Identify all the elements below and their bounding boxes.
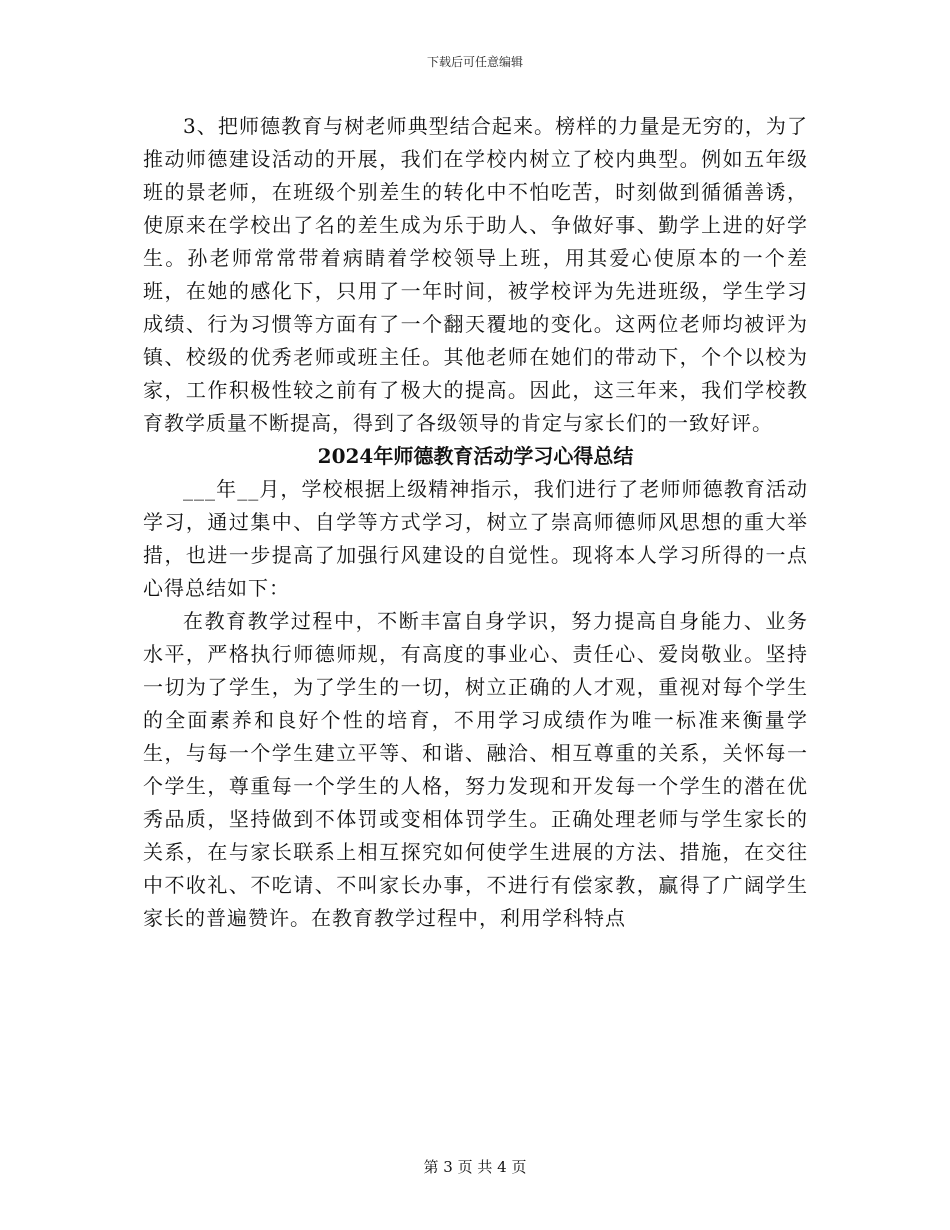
- page-footer: 第 3 页 共 4 页: [423, 1158, 527, 1176]
- document-body: [143, 110, 808, 935]
- page-header: 下载后可任意编辑: [426, 55, 523, 69]
- section-title: 2024年师德教育活动学习心得总结: [317, 444, 634, 468]
- paragraph-intro: ___年__月，学校根据上级精神指示，我们进行了老师师德教育活动学习，通过集中、自学等方式学习，树立了崇高师德师风思想的重大举措，也进一步提高了加强行风建设的自觉性。现将本人学习所得的一点心得总结如下：: [143, 477, 808, 600]
- paragraph-teaching-practice: 在教育教学过程中，不断丰富自身学识，努力提高自身能力、业务水平，严格执行师德师规，有高度的事业心、责任心、爱岗敬业。坚持一切为了学生，为了学生的一切，树立正确的人才观，重视对每个学生的全面素养和良好个性的培育，不用学习成绩作为唯一标准来衡量学生，与每一个学生建立平等、和谐、融洽、相互尊重的关系，关怀每一个学生，尊重每一个学生的人格，努力发现和开发每一个学生的潜在优秀品质，坚持做到不体罚或变相体罚学生。正确处理老师与学生家长的关系，在与家长联系上相互探究如何使学生进展的方法、措施，在交往中不收礼、不吃请、不叫家长办事，不进行有偿家教，赢得了广阔学生家长的普遍赞许。在教育教学过程中，利用学科特点: [143, 609, 808, 930]
- paragraph-teacher-models: 3、把师德教育与树老师典型结合起来。榜样的力量是无穷的，为了推动师德建设活动的开展，我们在学校内树立了校内典型。例如五年级班的景老师，在班级个别差生的转化中不怕吃苦，时刻做到循循善诱，使原来在学校出了名的差生成为乐于助人、争做好事、勤学上进的好学生。孙老师常常带着病睛着学校领导上班，用其爱心使原本的一个差班，在她的感化下，只用了一年时间，被学校评为先进班级，学生学习成绩、行为习惯等方面有了一个翻天覆地的变化。这两位老师均被评为镇、校级的优秀老师或班主任。其他老师在她们的带动下，个个以校为家，工作积极性较之前有了极大的提高。因此，这三年来，我们学校教育教学质量不断提高，得到了各级领导的肯定与家长们的一致好评。: [143, 114, 808, 435]
